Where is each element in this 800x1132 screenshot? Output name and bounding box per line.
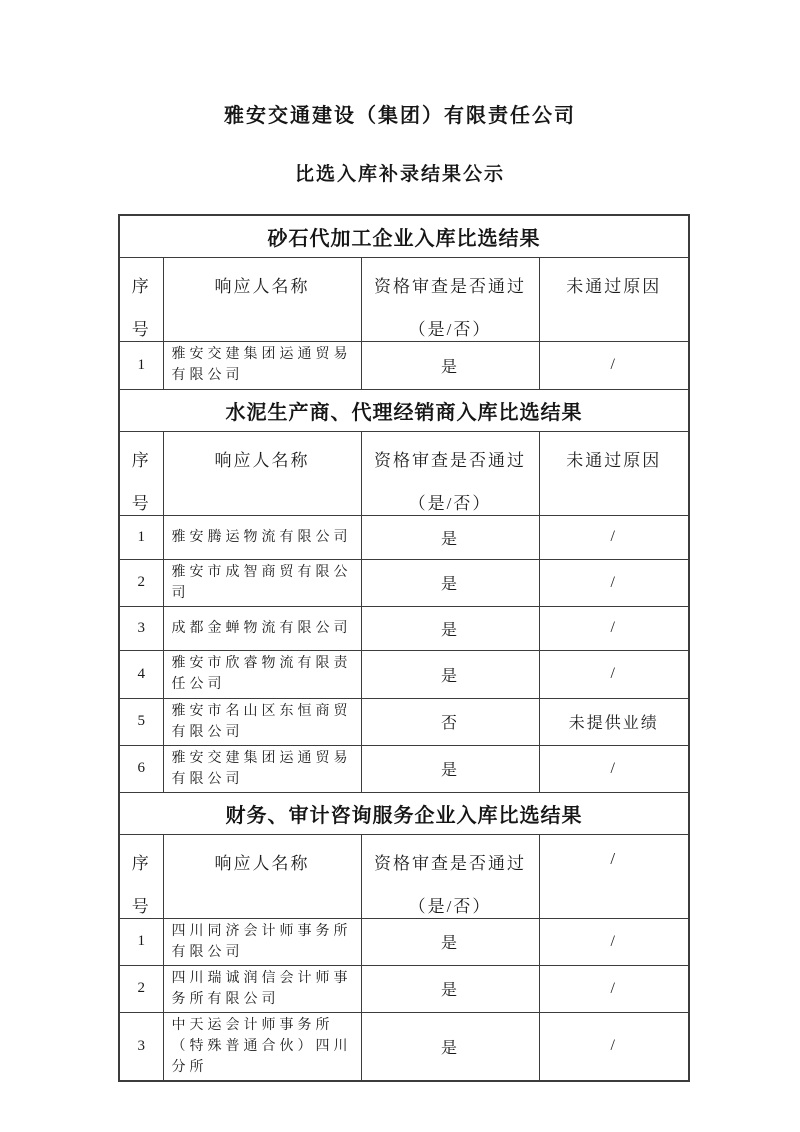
table-row [119, 606, 689, 650]
seq-cell: 5 [119, 698, 163, 745]
header-reason-label: 未通过原因 [566, 450, 662, 470]
section-title-row [119, 215, 689, 257]
pass-cell: 是 [361, 515, 539, 559]
header-reason [539, 257, 689, 341]
pass-cell: 是 [361, 745, 539, 792]
table-row [119, 559, 689, 606]
table-header-row [119, 834, 689, 918]
seq-cell: 1 [119, 515, 163, 559]
header-pass [361, 834, 539, 918]
pass-cell: 是 [361, 341, 539, 389]
pass-cell: 否 [361, 698, 539, 745]
section-title: 水泥生产商、代理经销商入库比选结果 [119, 389, 689, 431]
table-row [119, 515, 689, 559]
header-pass-line1: 资格审查是否通过 [374, 276, 526, 296]
reason-cell: / [539, 745, 689, 792]
header-name [163, 257, 361, 341]
header-reason-label: 未通过原因 [566, 276, 662, 296]
table-row [119, 918, 689, 965]
reason-cell: / [539, 650, 689, 698]
seq-cell: 3 [119, 606, 163, 650]
seq-cell: 3 [119, 1012, 163, 1081]
header-pass-line1: 资格审查是否通过 [374, 853, 526, 873]
table-row [119, 698, 689, 745]
header-name [163, 834, 361, 918]
header-reason-label: / [610, 848, 618, 868]
name-cell: 雅安交建集团运通贸易有限公司 [163, 341, 361, 389]
header-seq [119, 257, 163, 341]
reason-cell: / [539, 1012, 689, 1081]
name-cell: 四川瑞诚润信会计师事务所有限公司 [163, 965, 361, 1012]
section-title-row [119, 389, 689, 431]
seq-cell: 1 [119, 341, 163, 389]
header-seq-line2: 号 [131, 896, 151, 916]
reason-cell: / [539, 515, 689, 559]
reason-cell: 未提供业绩 [539, 698, 689, 745]
pass-cell: 是 [361, 965, 539, 1012]
name-cell: 中天运会计师事务所（特殊普通合伙）四川分所 [163, 1012, 361, 1081]
header-name-label: 响应人名称 [214, 853, 310, 873]
pass-cell: 是 [361, 1012, 539, 1081]
header-seq-line1: 序 [131, 276, 151, 296]
header-reason [539, 431, 689, 515]
pass-cell: 是 [361, 559, 539, 606]
table-row [119, 1012, 689, 1081]
header-seq-line2: 号 [131, 493, 151, 513]
reason-cell: / [539, 341, 689, 389]
name-cell: 成都金蝉物流有限公司 [163, 606, 361, 650]
table-header-row [119, 431, 689, 515]
name-cell: 雅安市名山区东恒商贸有限公司 [163, 698, 361, 745]
header-pass-line2: （是/否） [408, 493, 492, 513]
reason-cell: / [539, 606, 689, 650]
pass-cell: 是 [361, 918, 539, 965]
pass-cell: 是 [361, 650, 539, 698]
header-pass-line1: 资格审查是否通过 [374, 450, 526, 470]
header-name-label: 响应人名称 [214, 450, 310, 470]
table-row [119, 965, 689, 1012]
document-subtitle: 比选入库补录结果公示 [294, 164, 505, 185]
header-pass [361, 257, 539, 341]
section-title-row [119, 792, 689, 834]
header-seq-line1: 序 [131, 450, 151, 470]
reason-cell: / [539, 965, 689, 1012]
header-pass [361, 431, 539, 515]
name-cell: 雅安腾运物流有限公司 [163, 515, 361, 559]
header-name-label: 响应人名称 [214, 276, 310, 296]
header-seq [119, 834, 163, 918]
header-seq-line2: 号 [131, 319, 151, 339]
name-cell: 雅安交建集团运通贸易有限公司 [163, 745, 361, 792]
table-row [119, 745, 689, 792]
table-row [119, 650, 689, 698]
results-table [118, 214, 690, 1082]
section-title: 砂石代加工企业入库比选结果 [119, 215, 689, 257]
table-row [119, 341, 689, 389]
document-title: 雅安交通建设（集团）有限责任公司 [224, 105, 576, 127]
reason-cell: / [539, 918, 689, 965]
seq-cell: 2 [119, 559, 163, 606]
header-reason [539, 834, 689, 918]
header-pass-line2: （是/否） [408, 319, 492, 339]
reason-cell: / [539, 559, 689, 606]
seq-cell: 1 [119, 918, 163, 965]
section-title: 财务、审计咨询服务企业入库比选结果 [119, 792, 689, 834]
table-header-row [119, 257, 689, 341]
header-seq-line1: 序 [131, 853, 151, 873]
name-cell: 雅安市成智商贸有限公司 [163, 559, 361, 606]
seq-cell: 4 [119, 650, 163, 698]
header-pass-line2: （是/否） [408, 896, 492, 916]
name-cell: 雅安市欣睿物流有限责任公司 [163, 650, 361, 698]
header-name [163, 431, 361, 515]
seq-cell: 2 [119, 965, 163, 1012]
header-seq [119, 431, 163, 515]
seq-cell: 6 [119, 745, 163, 792]
pass-cell: 是 [361, 606, 539, 650]
name-cell: 四川同济会计师事务所有限公司 [163, 918, 361, 965]
